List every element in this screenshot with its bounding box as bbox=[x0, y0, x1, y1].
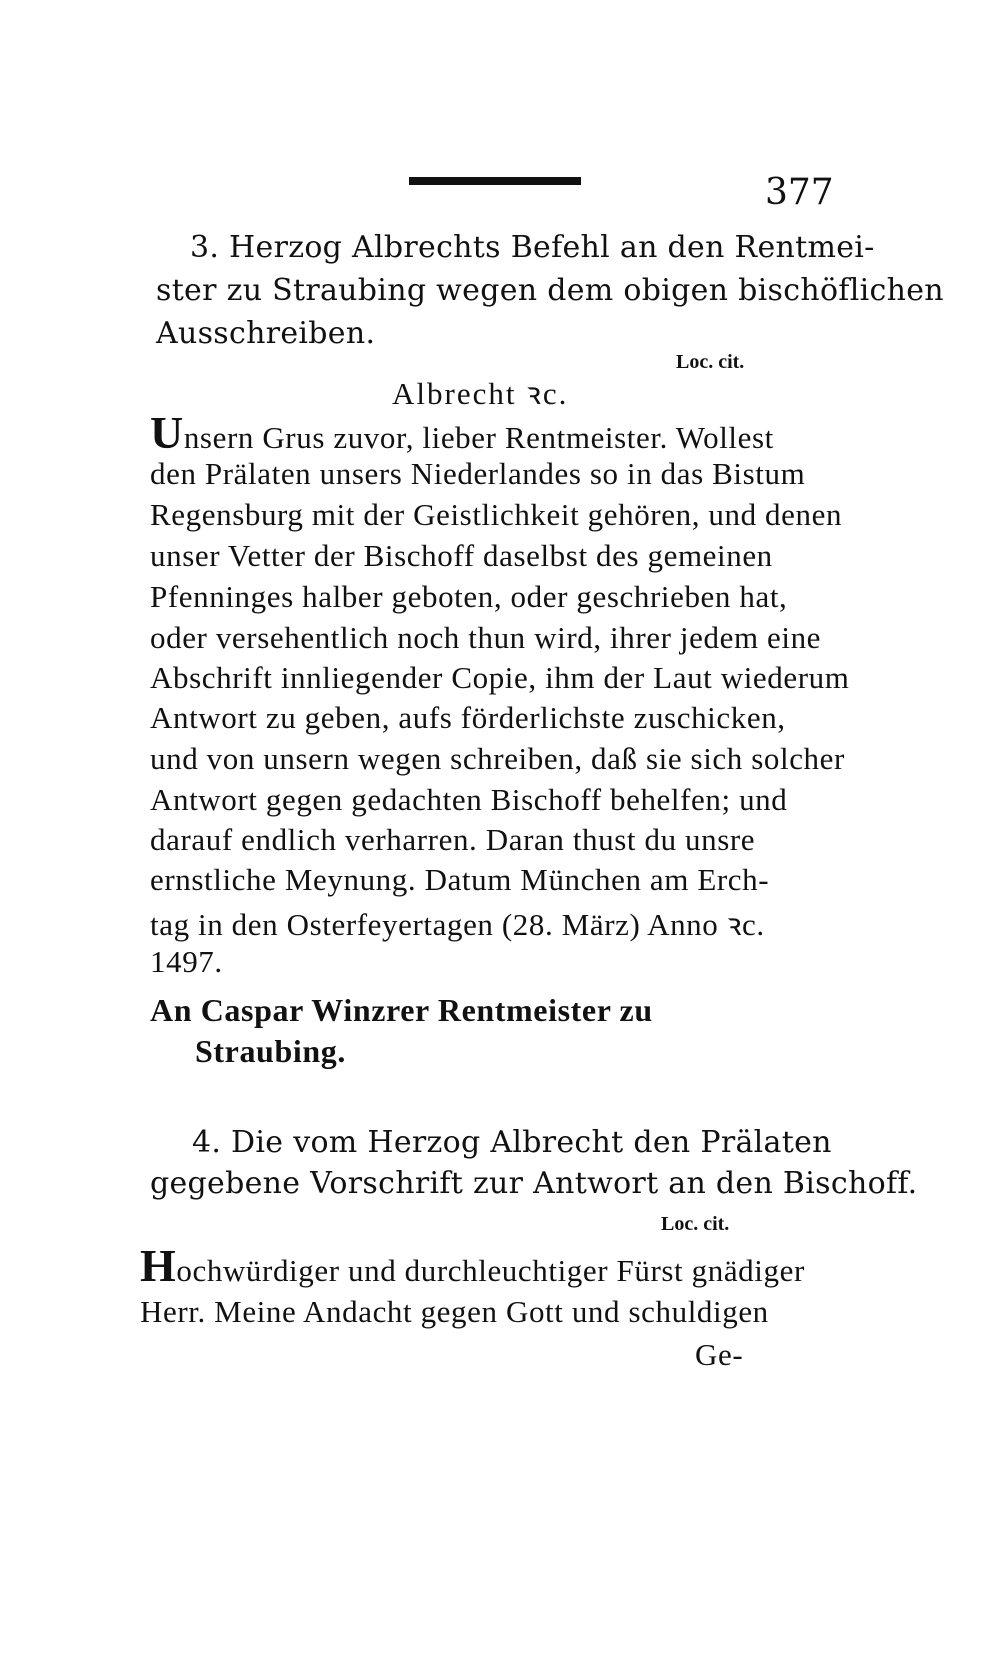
section3-body-line-2: den Prälaten unsers Niederlandes so in das Bistum bbox=[150, 456, 806, 491]
section3-heading-line-1: 3. Herzog Albrechts Befehl an den Rentmei- bbox=[190, 230, 875, 265]
section3-body-line-13: tag in den Osterfeyertagen (28. März) Anno ꝛc. bbox=[150, 907, 765, 942]
section3-body-line-5: Pfenninges halber geboten, oder geschrieben hat, bbox=[150, 579, 788, 614]
section4-source: Loc. cit. bbox=[661, 1213, 730, 1235]
catchword: Ge- bbox=[695, 1337, 744, 1372]
section3-heading-line-3: Ausschreiben. bbox=[156, 316, 376, 351]
section3-body-line-7: Abschrift innliegender Copie, ihm der Laut wiederum bbox=[150, 660, 850, 695]
section3-body-line-10: Antwort gegen gedachten Bischoff behelfen; und bbox=[150, 782, 788, 817]
section3-body-line-8: Antwort zu geben, aufs förderlichste zuschicken, bbox=[150, 700, 786, 735]
section3-salutation: Albrecht ꝛc. bbox=[392, 376, 569, 411]
page-number: 377 bbox=[765, 172, 834, 213]
drop-cap: U bbox=[150, 407, 184, 458]
section3-body-line-4: unser Vetter der Bischoff daselbst des gemeinen bbox=[150, 538, 773, 573]
section4-body-line-1-text: ochwürdiger und durchleuchtiger Fürst gnädiger bbox=[176, 1253, 805, 1288]
section3-source: Loc. cit. bbox=[676, 351, 745, 373]
section3-address-line-2: Straubing. bbox=[195, 1033, 346, 1069]
section3-address-line-1: An Caspar Winzrer Rentmeister zu bbox=[150, 992, 653, 1028]
section3-body-line-1 bbox=[150, 407, 774, 458]
section4-heading-line-2: gegebene Vorschrift zur Antwort an den Bischoff. bbox=[150, 1166, 918, 1201]
section4-heading-line-1: 4. Die vom Herzog Albrecht den Prälaten bbox=[192, 1125, 832, 1160]
section3-heading-line-2: ster zu Straubing wegen dem obigen bischöflichen bbox=[156, 273, 944, 308]
section3-body-line-14: 1497. bbox=[150, 944, 223, 979]
drop-cap: H bbox=[140, 1240, 177, 1291]
header-rule bbox=[409, 177, 581, 185]
section3-body-line-12: ernstliche Meynung. Datum München am Erch- bbox=[150, 862, 770, 897]
section3-body-line-1-text: nsern Grus zuvor, lieber Rentmeister. Wollest bbox=[183, 420, 774, 455]
section4-body-line-2: Herr. Meine Andacht gegen Gott und schuldigen bbox=[140, 1294, 769, 1329]
section3-body-line-11: darauf endlich verharren. Daran thust du unsre bbox=[150, 822, 756, 857]
section3-body-line-6: oder versehentlich noch thun wird, ihrer jedem eine bbox=[150, 620, 822, 655]
section3-body-line-3: Regensburg mit der Geistlichkeit gehören, und denen bbox=[150, 497, 843, 532]
section4-body-line-1 bbox=[140, 1240, 805, 1291]
section3-body-line-9: und von unsern wegen schreiben, daß sie sich solcher bbox=[150, 741, 845, 776]
